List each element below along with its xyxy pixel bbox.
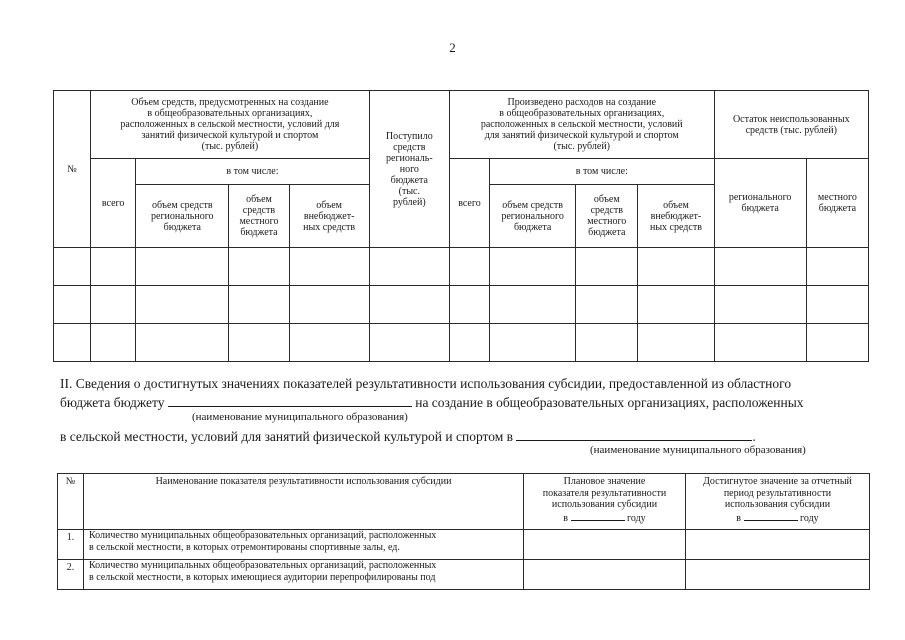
- conditions-text: в сельской местности, условий для занятий физической культурой и спортом в: [60, 429, 514, 444]
- provided-funds-header: Объем средств, предусмотренных на создание в общеобразовательных организациях, расположенных в сельской местности, условий для занятий физической культурой и спортом (тыс. рублей): [91, 91, 370, 159]
- cell[interactable]: [638, 248, 714, 286]
- achieved-value-header: Достигнутое значение за отчетный период результативности использования субсидии в году: [686, 474, 870, 530]
- cell[interactable]: [576, 286, 638, 324]
- cell[interactable]: [576, 248, 638, 286]
- cell[interactable]: [638, 324, 714, 362]
- municipality-caption-2: (наименование муниципального образования): [590, 444, 806, 456]
- table-row: [58, 530, 870, 560]
- section-heading-line2: [60, 394, 804, 411]
- spent-offbudget-header: объем внебюджет- ных средств: [638, 185, 714, 248]
- cell[interactable]: [229, 324, 289, 362]
- municipality-name-field-1[interactable]: [168, 394, 412, 407]
- provided-including-header: в том числе:: [136, 159, 370, 185]
- cell[interactable]: [369, 286, 449, 324]
- indicator-name: Количество муниципальных общеобразовательных организаций, расположенных в сельской местности, в которых имеющиеся аудитории перепрофилированы под: [84, 560, 524, 590]
- spent-funds-header: Произведено расходов на создание в общеобразовательных организациях, расположенных в сельской местности, условий для занятий физической культурой и спортом (тыс. рублей): [449, 91, 714, 159]
- cell[interactable]: [54, 324, 91, 362]
- cell[interactable]: [449, 286, 489, 324]
- remainder-header: Остаток неиспользованных средств (тыс. рублей): [714, 91, 868, 159]
- col-number-header: №: [54, 91, 91, 248]
- indicator-name: Количество муниципальных общеобразовательных организаций, расположенных в сельской местности, в которых отремонтированы спортивные залы, ед.: [84, 530, 524, 560]
- remainder-regional-header: регионального бюджета: [714, 159, 806, 248]
- section-heading-line3: в сельской местности, условий для занятий физической культурой и спортом в .: [60, 429, 756, 444]
- cell[interactable]: [714, 248, 806, 286]
- achieved-year-field[interactable]: [744, 511, 798, 521]
- cell[interactable]: [449, 248, 489, 286]
- cell[interactable]: [369, 324, 449, 362]
- cell[interactable]: [54, 248, 91, 286]
- spent-including-header: в том числе:: [490, 159, 715, 185]
- cell[interactable]: [449, 324, 489, 362]
- provided-regional-header: объем средств регионального бюджета: [136, 185, 229, 248]
- provided-total-header: всего: [91, 159, 136, 248]
- cell[interactable]: [229, 248, 289, 286]
- cell[interactable]: [91, 248, 136, 286]
- indicators-table: [57, 473, 870, 590]
- spent-total-header: всего: [449, 159, 489, 248]
- row-number: 1.: [58, 530, 84, 560]
- section-heading-line1: II. Сведения о достигнутых значениях показателей результативности использования субсидии, предоставленной из областного: [60, 376, 792, 391]
- provided-offbudget-header: объем внебюджет- ных средств: [289, 185, 369, 248]
- table-row: [54, 248, 869, 286]
- table-row: [54, 324, 869, 362]
- achieved-value-cell[interactable]: [686, 530, 870, 560]
- cell[interactable]: [806, 324, 868, 362]
- purpose-text: на создание в общеобразовательных организациях, расположенных: [415, 395, 804, 410]
- planned-value-header: Плановое значение показателя результативности использования субсидии в году: [524, 474, 686, 530]
- spent-regional-header: объем средств регионального бюджета: [490, 185, 576, 248]
- cell[interactable]: [136, 248, 229, 286]
- cell[interactable]: [806, 286, 868, 324]
- planned-value-cell[interactable]: [524, 560, 686, 590]
- budget-to-label: бюджета бюджету: [60, 395, 165, 410]
- received-funds-header: Поступило средств региональ- ного бюджета (тыс. рублей): [369, 91, 449, 248]
- cell[interactable]: [369, 248, 449, 286]
- indicator-name-header: Наименование показателя результативности использования субсидии: [84, 474, 524, 530]
- cell[interactable]: [806, 248, 868, 286]
- indicator-number-header: №: [58, 474, 84, 530]
- cell[interactable]: [714, 324, 806, 362]
- planned-value-cell[interactable]: [524, 530, 686, 560]
- achieved-value-cell[interactable]: [686, 560, 870, 590]
- page-number: 2: [449, 40, 456, 55]
- cell[interactable]: [490, 324, 576, 362]
- cell[interactable]: [289, 248, 369, 286]
- cell[interactable]: [289, 324, 369, 362]
- spent-local-header: объем средств местного бюджета: [576, 185, 638, 248]
- provided-local-header: объем средств местного бюджета: [229, 185, 289, 248]
- cell[interactable]: [638, 286, 714, 324]
- cell[interactable]: [91, 286, 136, 324]
- planned-value-title: Плановое значение показателя результативности использования субсидии: [542, 476, 667, 510]
- cell[interactable]: [490, 286, 576, 324]
- remainder-local-header: местного бюджета: [806, 159, 868, 248]
- table-row: [58, 560, 870, 590]
- municipality-caption-1: (наименование муниципального образования): [192, 411, 408, 423]
- cell[interactable]: [229, 286, 289, 324]
- cell[interactable]: [714, 286, 806, 324]
- table-row: [54, 286, 869, 324]
- cell[interactable]: [576, 324, 638, 362]
- cell[interactable]: [490, 248, 576, 286]
- cell[interactable]: [136, 286, 229, 324]
- row-number: 2.: [58, 560, 84, 590]
- funds-table: [53, 90, 869, 362]
- planned-year-field[interactable]: [571, 511, 625, 521]
- achieved-value-title: Достигнутое значение за отчетный период результативности использования субсидии: [703, 476, 852, 510]
- cell[interactable]: [54, 286, 91, 324]
- municipality-name-field-2[interactable]: [516, 428, 752, 441]
- cell[interactable]: [91, 324, 136, 362]
- cell[interactable]: [136, 324, 229, 362]
- cell[interactable]: [289, 286, 369, 324]
